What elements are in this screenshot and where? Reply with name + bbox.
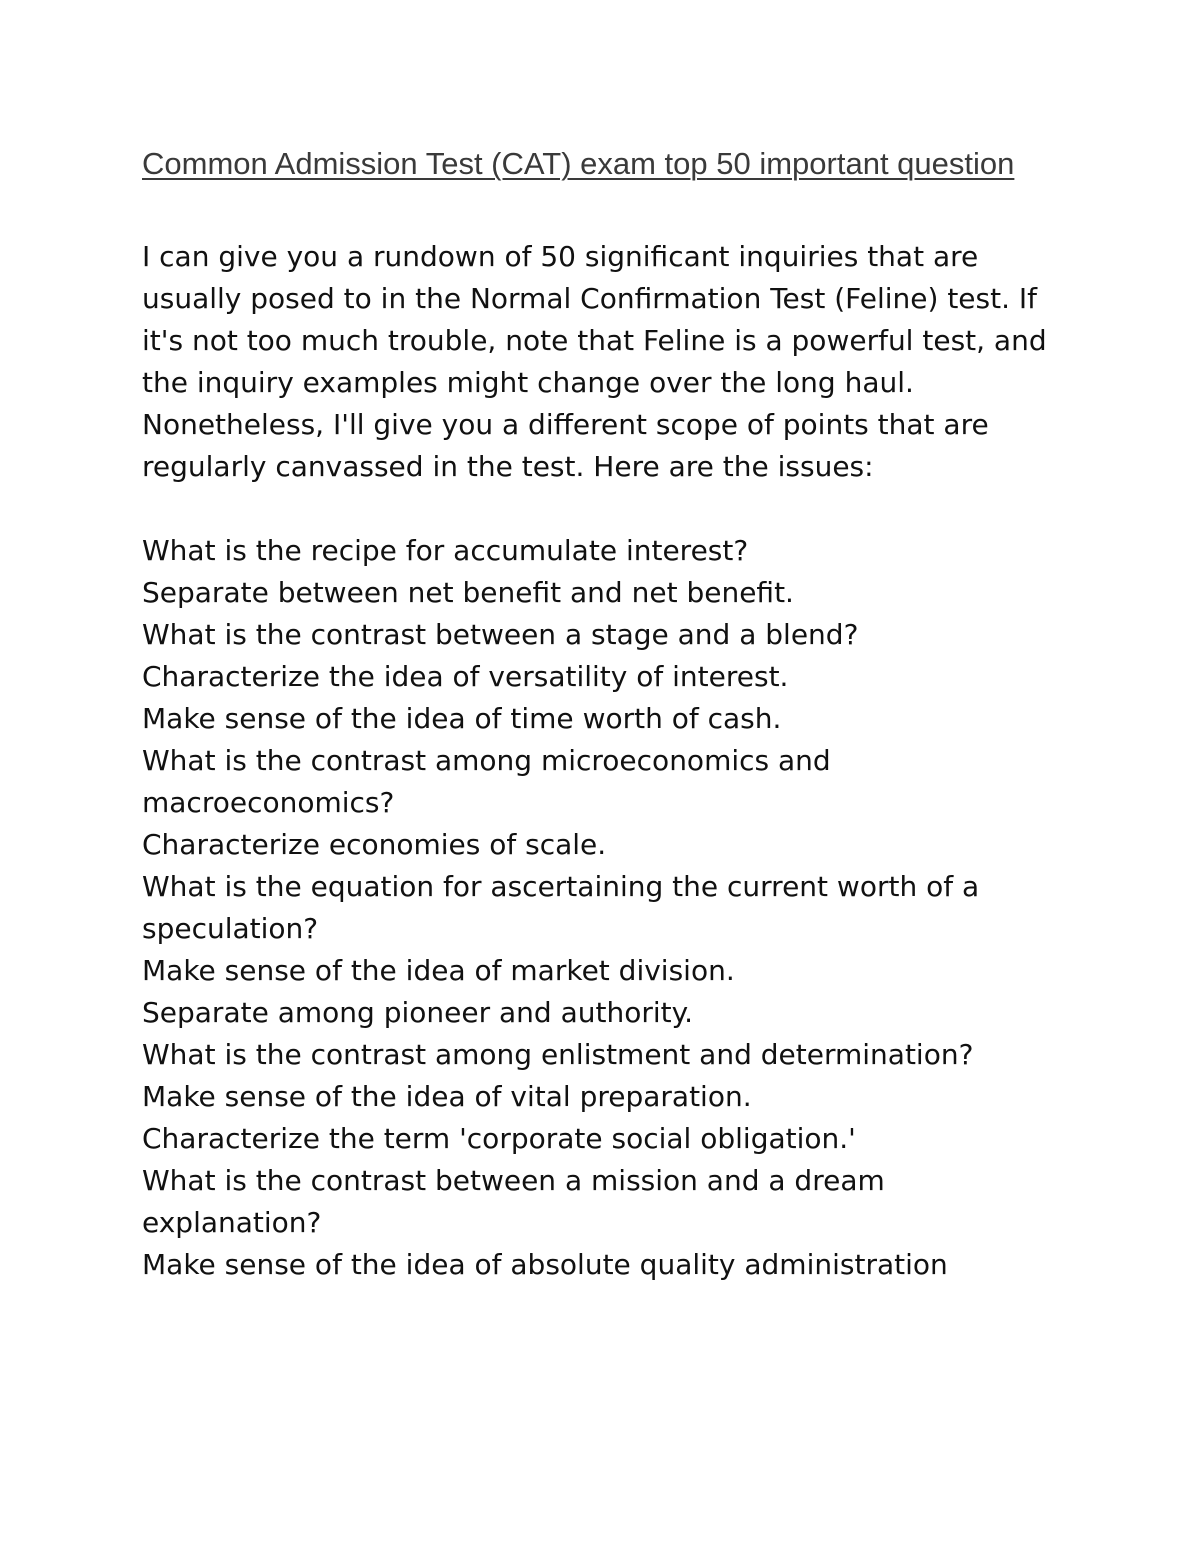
list-item: What is the contrast between a stage and a blend?	[142, 618, 859, 651]
list-item: Characterize economies of scale.	[142, 828, 607, 861]
list-item: Make sense of the idea of vital preparation.	[142, 1080, 752, 1113]
list-item: What is the recipe for accumulate interest?	[142, 534, 749, 567]
list-item: What is the equation for ascertaining the current worth of a speculation?	[142, 870, 980, 945]
list-item: Make sense of the idea of market division.	[142, 954, 735, 987]
list-item: Separate among pioneer and authority.	[142, 996, 694, 1029]
question-list	[142, 530, 1072, 1286]
list-item: Characterize the idea of versatility of interest.	[142, 660, 789, 693]
list-item: Characterize the term 'corporate social obligation.'	[142, 1122, 856, 1155]
list-item: Separate between net benefit and net benefit.	[142, 576, 794, 609]
document-title[interactable]: Common Admission Test (CAT) exam top 50 important question	[142, 146, 1015, 181]
list-item: Make sense of the idea of time worth of cash.	[142, 702, 782, 735]
intro-paragraph: I can give you a rundown of 50 significant inquiries that are usually posed to in the Normal Confirmation Test (Feline) test. If it's not too much trouble, note that Feline is a powerful test, and the inquiry examples might change over the long haul. Nonetheless, I'll give you a different scope of points that are regularly canvassed in the test. Here are the issues:	[142, 240, 1047, 483]
list-item: Make sense of the idea of absolute quality administration	[142, 1248, 948, 1281]
list-item: What is the contrast among microeconomics and macroeconomics?	[142, 744, 831, 819]
list-item: What is the contrast between a mission and a dream explanation?	[142, 1164, 885, 1239]
document-content	[142, 140, 1072, 1286]
list-item: What is the contrast among enlistment and determination?	[142, 1038, 974, 1071]
